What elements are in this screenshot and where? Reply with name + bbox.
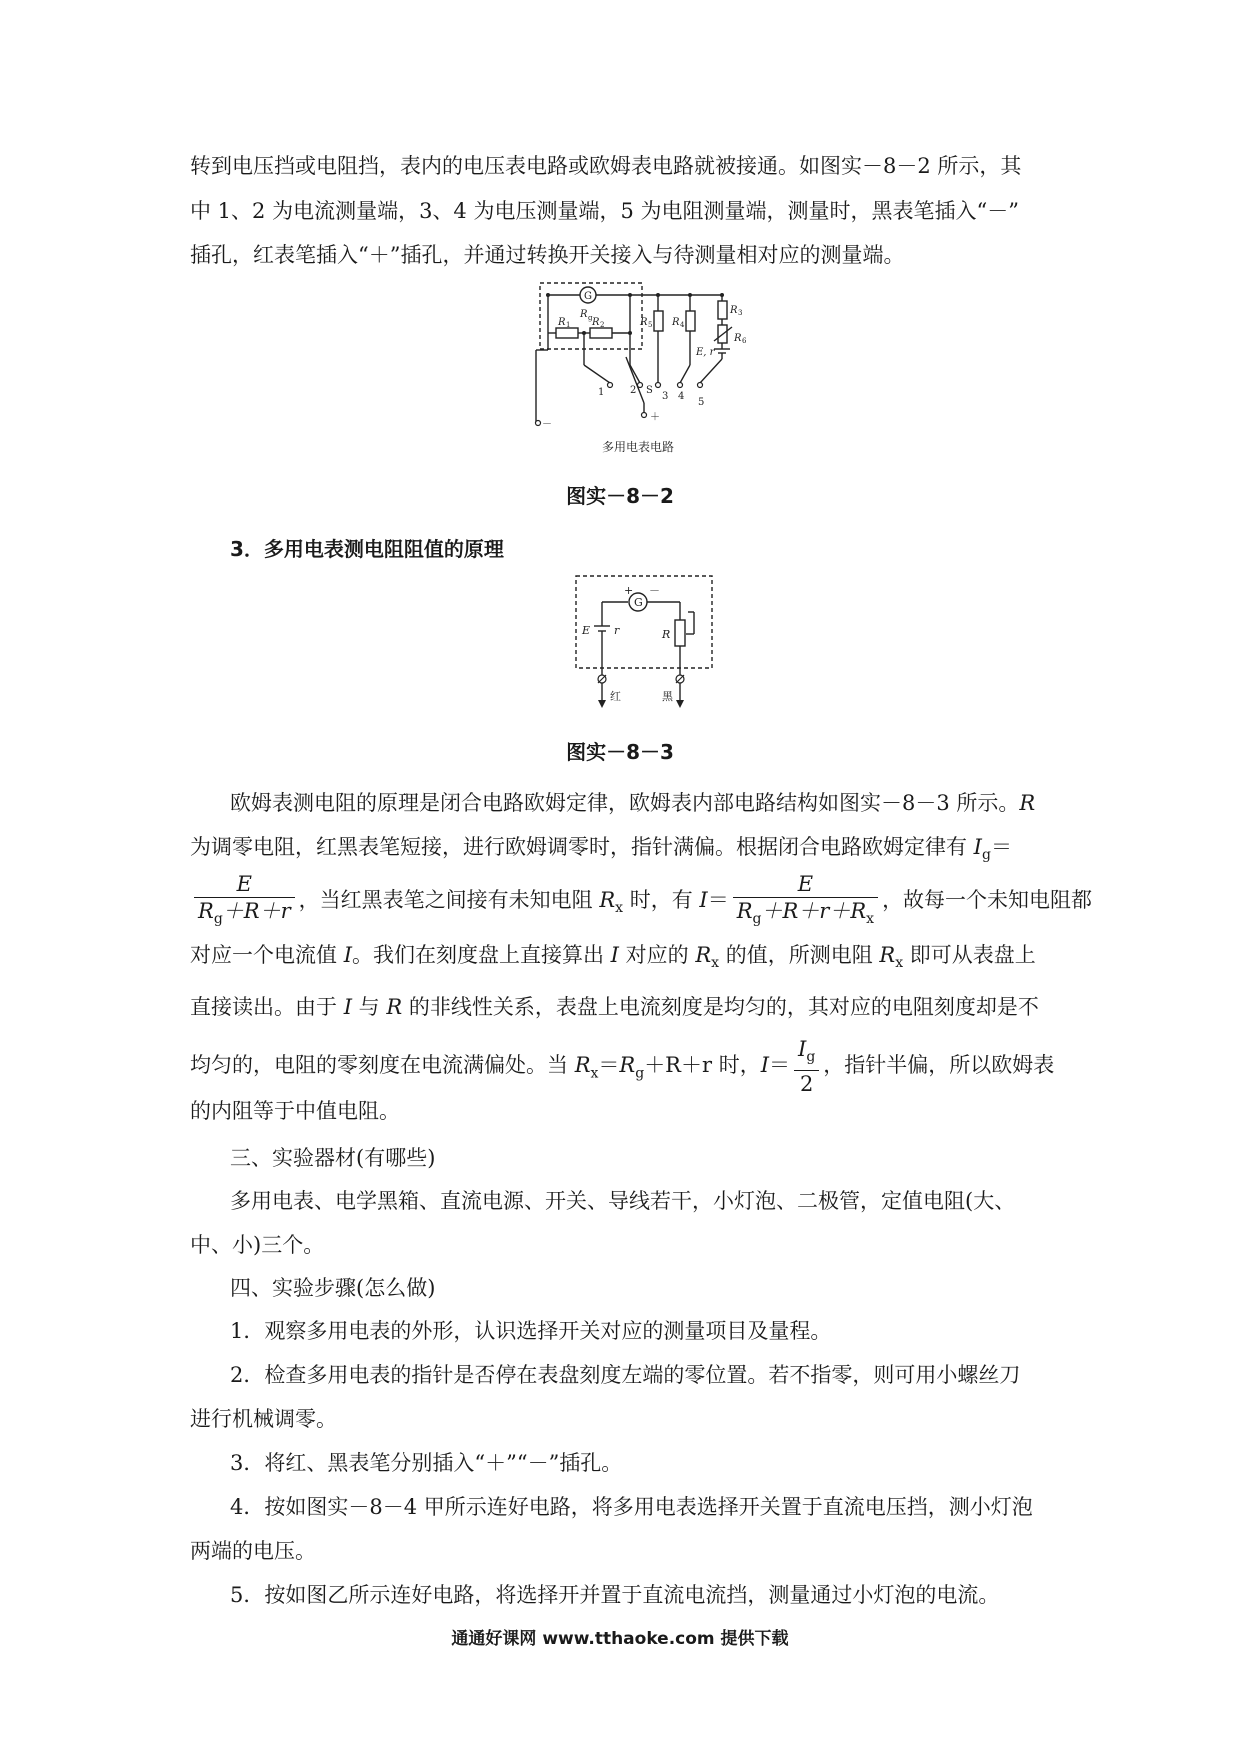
- ohmmeter-dashed-box: [576, 576, 712, 668]
- terminal-5: 5: [698, 397, 705, 408]
- resistor-r1: [556, 328, 578, 338]
- intro-line-1: 转到电压挡或电阻挡，表内的电压表电路或欧姆表电路就被接通。如图实－8－2 所示，其: [190, 154, 1022, 178]
- label-rr: R: [662, 628, 671, 641]
- switch-s: S: [646, 385, 653, 396]
- equipment-line-1: 多用电表、电学黑箱、直流电源、开关、导线若干，小灯泡、二极管，定值电阻(大、: [230, 1189, 1016, 1213]
- label-r1-sub: 1: [566, 321, 571, 329]
- fig2-subtitle: 多用电表电路: [602, 440, 675, 454]
- fig3-caption: 图实－8－3: [566, 740, 674, 764]
- label-rg: R: [580, 309, 588, 320]
- label-r6: R: [734, 333, 742, 344]
- equipment-heading: 三、实验器材(有哪些): [230, 1146, 436, 1170]
- plus-terminal: ＋: [650, 412, 660, 423]
- principle-line-3: $\frac{E}{R_g+R+r}$ ，当红黑表笔之间接有未知电阻 $R_x$ 时，有 I＝ $\frac{E}{R_g+R+r+R_x}$ ，故每一个未知电阻都: [190, 870, 1060, 938]
- label-r: r: [614, 624, 620, 637]
- label-r3: R: [730, 305, 738, 316]
- label-r5: R: [640, 317, 648, 328]
- terminal-3: 3: [662, 391, 669, 402]
- label-r2: R: [592, 317, 600, 328]
- intro-line-2: 中 1、2 为电流测量端，3、4 为电压测量端，5 为电阻测量端，测量时，黑表笔插入“－”: [190, 199, 1019, 223]
- label-r3-sub: 3: [738, 309, 743, 317]
- step-2-line-1: 2．检查多用电表的指针是否停在表盘刻度左端的零位置。若不指零，则可用小螺丝刀: [230, 1363, 1021, 1387]
- label-minus: －: [649, 584, 660, 597]
- fig2-caption: 图实－8－2: [566, 484, 674, 508]
- principle-line-7: 的内阻等于中值电阻。: [190, 1099, 400, 1123]
- label-er: E, r: [696, 347, 715, 358]
- label-rg-sub: g: [588, 314, 593, 322]
- principle-line-1: 欧姆表测电阻的原理是闭合电路欧姆定律，欧姆表内部电路结构如图实－8－3 所示。R: [230, 791, 1036, 815]
- principle-line-2: 为调零电阻，红黑表笔短接，进行欧姆调零时，指针满偏。根据闭合电路欧姆定律有 $I_g=$: [190, 835, 1012, 864]
- label-r4: R: [672, 317, 680, 328]
- label-g: G: [584, 291, 592, 302]
- zero-adjust-resistor: [675, 620, 685, 646]
- ohmmeter-circuit-diagram: [570, 572, 720, 712]
- fraction-e-over-total-rx: $\frac{E}{R_g+R+r+R_x}$: [733, 871, 878, 932]
- step-4-line-2: 两端的电压。: [190, 1539, 316, 1563]
- terminal-1: 1: [598, 387, 605, 398]
- terminal-4: 4: [678, 391, 685, 402]
- label-red: 红: [610, 690, 621, 703]
- page-footer: 通通好课网 www.tthaoke.com 提供下载: [451, 1629, 789, 1649]
- label-black: 黑: [662, 690, 673, 703]
- step-4-line-1: 4．按如图实－8－4 甲所示连好电路，将多用电表选择开关置于直流电压挡，测小灯泡: [230, 1495, 1033, 1519]
- principle-line-4: 对应一个电流值 I。我们在刻度盘上直接算出 I 对应的 $R_x$ 的值，所测电阻 $R_x$ 即可从表盘上: [190, 943, 1036, 972]
- label-plus: +: [624, 584, 634, 597]
- fraction-e-over-total: $\frac{E}{R_g+R+r}$: [194, 871, 295, 932]
- label-r1: R: [558, 317, 566, 328]
- label-e: E: [582, 624, 591, 637]
- intro-line-3: 插孔，红表笔插入“＋”插孔，并通过转换开关接入与待测量相对应的测量端。: [190, 243, 905, 267]
- label-r5-sub: 5: [648, 321, 653, 329]
- resistor-r4: [686, 311, 695, 331]
- label-r2-sub: 2: [600, 321, 605, 329]
- minus-terminal: －: [542, 419, 552, 430]
- principle-line-5: 直接读出。由于 I 与 R 的非线性关系，表盘上电流刻度是均匀的，其对应的电阻刻度却是不: [190, 995, 1039, 1019]
- resistor-r3: [718, 301, 727, 319]
- resistor-r5: [654, 311, 663, 331]
- principle-line-6: 均匀的，电阻的零刻度在电流满偏处。当 $R_x=R_g+R+r$ 时，I＝ $\frac{I_g}{2}$ ，指针半偏，所以欧姆表: [190, 1037, 1055, 1097]
- equipment-line-2: 中、小)三个。: [190, 1233, 325, 1257]
- terminal-2: 2: [630, 385, 637, 396]
- step-3: 3．将红、黑表笔分别插入“＋”“－”插孔。: [230, 1451, 623, 1475]
- step-5: 5．按如图乙所示连好电路，将选择开并置于直流电流挡，测量通过小灯泡的电流。: [230, 1583, 1000, 1607]
- steps-heading: 四、实验步骤(怎么做): [230, 1276, 436, 1300]
- step-2-line-2: 进行机械调零。: [190, 1407, 337, 1431]
- black-arrow-icon: [676, 700, 684, 708]
- label-r4-sub: 4: [680, 321, 685, 329]
- label-g: G: [634, 596, 643, 609]
- resistor-r2: [590, 328, 612, 338]
- label-r6-sub: 6: [742, 337, 747, 345]
- fraction-ig-over-2: $\frac{I_g}{2}$: [794, 1036, 819, 1097]
- section3-heading: 3．多用电表测电阻阻值的原理: [230, 537, 504, 561]
- red-arrow-icon: [598, 700, 606, 708]
- multimeter-circuit-diagram: [530, 275, 790, 460]
- step-1: 1．观察多用电表的外形，认识选择开关对应的测量项目及量程。: [230, 1319, 832, 1343]
